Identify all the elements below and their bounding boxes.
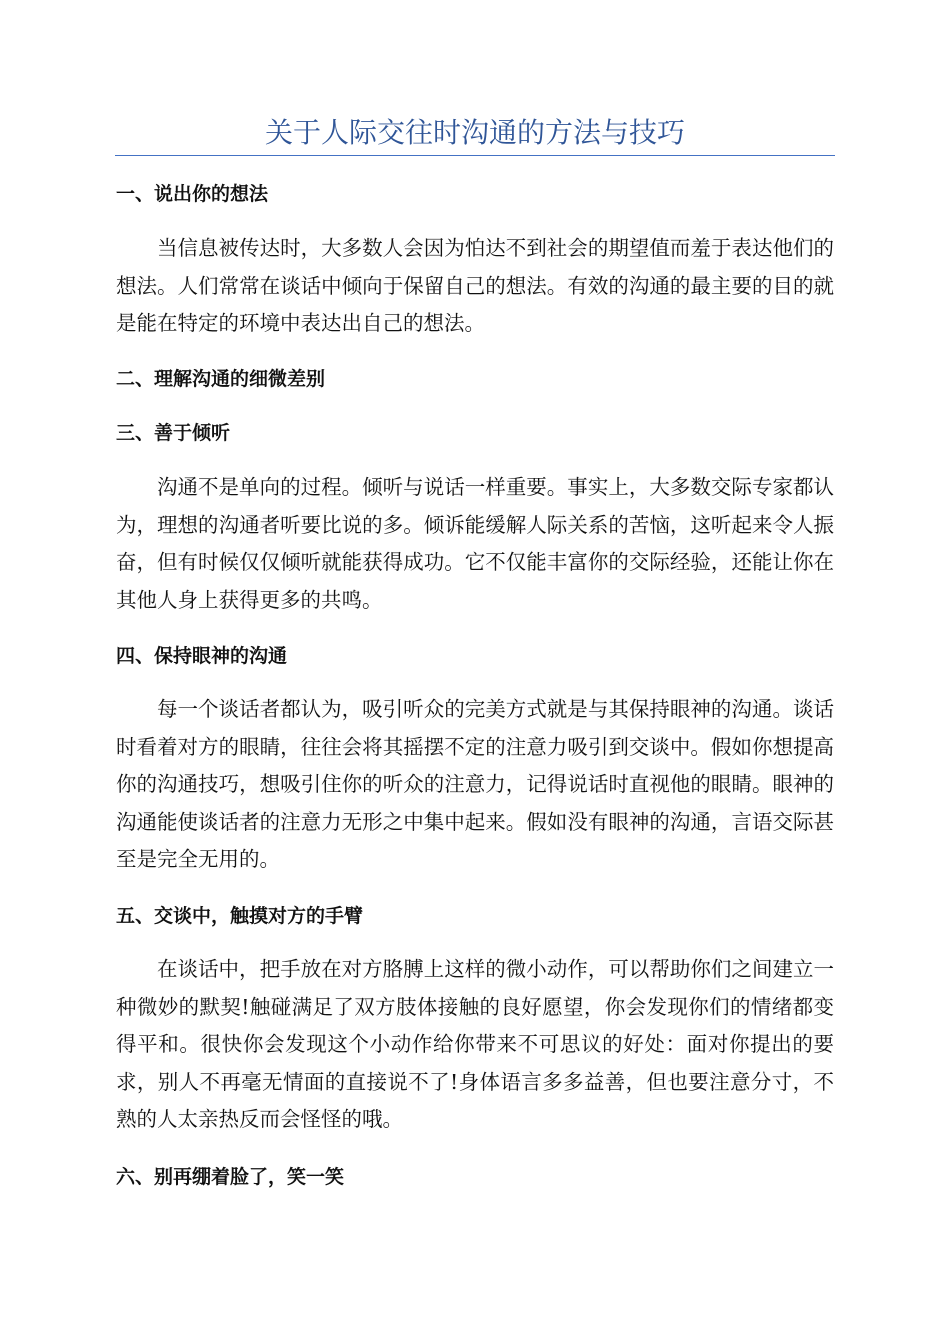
section-paragraph-5: 在谈话中，把手放在对方胳膊上这样的微小动作，可以帮助你们之间建立一种微妙的默契!触碰满足了双方肢体接触的良好愿望，你会发现你们的情绪都变得平和。很快你会发现这个小动作给你带来不可思议的好处：面对你提出的要求，别人不再毫无情面的直接说不了!身体语言多多益善，但也要注意分寸，不熟的人太亲热反而会怪怪的哦。 bbox=[116, 957, 834, 1131]
document-title: 关于人际交往时沟通的方法与技巧 bbox=[264, 116, 685, 149]
title-underline bbox=[115, 155, 835, 156]
section-heading-2: 二、理解沟通的细微差别 bbox=[116, 368, 326, 390]
section-heading-1: 一、说出你的想法 bbox=[116, 183, 269, 205]
section-paragraph-1: 当信息被传达时，大多数人会因为怕达不到社会的期望值而羞于表达他们的想法。人们常常在谈话中倾向于保留自己的想法。有效的沟通的最主要的目的就是能在特定的环境中表达出自己的想法。 bbox=[116, 236, 834, 335]
section-heading-6: 六、别再绷着脸了，笑一笑 bbox=[116, 1166, 345, 1188]
section-heading-5: 五、交谈中，触摸对方的手臂 bbox=[116, 905, 364, 927]
section-heading-4: 四、保持眼神的沟通 bbox=[116, 645, 288, 667]
section-paragraph-3: 沟通不是单向的过程。倾听与说话一样重要。事实上，大多数交际专家都认为，理想的沟通者听要比说的多。倾诉能缓解人际关系的苦恼，这听起来令人振奋，但有时候仅仅倾听就能获得成功。它不仅能丰富你的交际经验，还能让你在其他人身上获得更多的共鸣。 bbox=[116, 475, 834, 612]
section-heading-3: 三、善于倾听 bbox=[116, 422, 231, 444]
section-paragraph-4: 每一个谈话者都认为，吸引听众的完美方式就是与其保持眼神的沟通。谈话时看着对方的眼睛，往往会将其摇摆不定的注意力吸引到交谈中。假如你想提高你的沟通技巧，想吸引住你的听众的注意力，记得说话时直视他的眼睛。眼神的沟通能使谈话者的注意力无形之中集中起来。假如没有眼神的沟通，言语交际甚至是完全无用的。 bbox=[116, 697, 834, 871]
